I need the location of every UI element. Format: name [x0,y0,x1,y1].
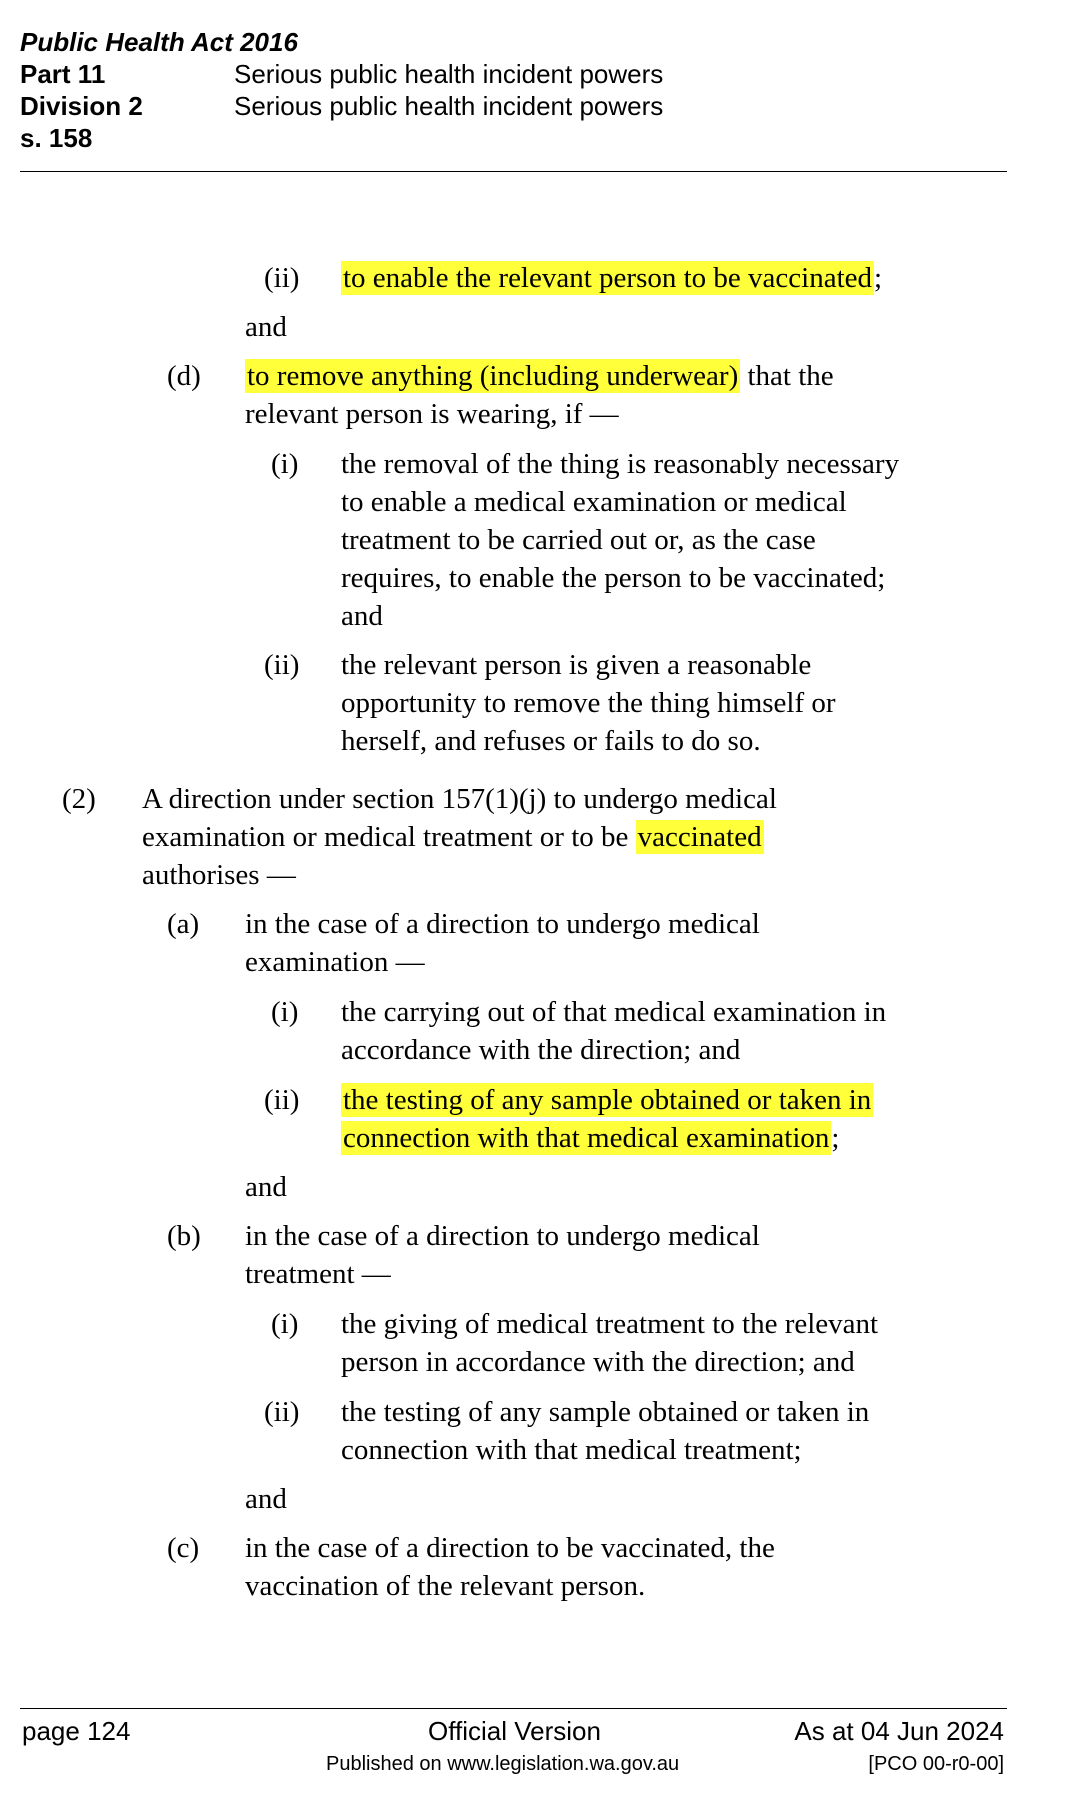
highlight: the testing of any sample obtained or taken in [343,1084,872,1116]
section-label: s. 158 [20,123,93,153]
item-d-i-line: to enable a medical examination or medical [341,486,847,518]
item-d-ii-line: the relevant person is given a reasonable [341,649,812,681]
connector-and: and [245,1171,287,1203]
subsection-2-line: authorises — [142,859,296,891]
item-a-line: in the case of a direction to undergo medical [245,908,760,940]
connector-and: and [245,1483,287,1515]
item-d-ii-line: opportunity to remove the thing himself or [341,687,836,719]
item-d-i-line: and [341,600,383,632]
item-b-number: (b) [167,1220,201,1252]
highlight: vaccinated [637,821,762,853]
item-a-ii-number: (ii) [264,1084,300,1116]
subsection-2-line: A direction under section 157(1)(j) to undergo medical [142,783,777,815]
item-b-i-number: (i) [271,1308,299,1340]
footer-rule [20,1708,1007,1709]
as-at-date: As at 04 Jun 2024 [794,1716,1004,1746]
item-b-line: treatment — [245,1258,391,1290]
item-b-line: in the case of a direction to undergo medical [245,1220,760,1252]
pco-code: [PCO 00-r0-00] [868,1753,1004,1775]
item-d-text-2: relevant person is wearing, if — [245,398,619,430]
division-title: Serious public health incident powers [234,91,664,121]
item-b-ii-line: connection with that medical treatment; [341,1434,802,1466]
act-title: Public Health Act 2016 [20,27,298,57]
item-d-i-line: requires, to enable the person to be vaccinated; [341,562,886,594]
item-a-i-line: the carrying out of that medical examination in [341,996,887,1028]
item-d-i-number: (i) [271,448,299,480]
item-a-i-line: accordance with the direction; and [341,1034,741,1066]
item-a-ii-line: connection with that medical examination; [343,1122,840,1154]
highlight: to remove anything (including underwear) [247,360,739,392]
connector-and: and [245,311,287,343]
item-c-number: (c) [167,1532,200,1564]
item-b-ii-line: the testing of any sample obtained or taken in [341,1396,870,1428]
item-c-ii-number: (ii) [264,262,300,294]
item-c-line: in the case of a direction to be vaccinated, the [245,1532,775,1564]
item-a-line: examination — [245,946,425,978]
item-c-ii-text: to enable the relevant person to be vaccinated; [343,262,883,294]
division-label: Division 2 [20,91,143,121]
item-d-ii-line: herself, and refuses or fails to do so. [341,725,761,757]
item-d-i-line: treatment to be carried out or, as the case [341,524,816,556]
item-a-i-number: (i) [271,996,299,1028]
subsection-2-line: examination or medical treatment or to be vaccinated [142,821,762,853]
highlight: connection with that medical examination [343,1122,830,1154]
item-d-number: (d) [167,360,201,392]
item-b-ii-number: (ii) [264,1396,300,1428]
page-number: page 124 [22,1716,131,1746]
part-title: Serious public health incident powers [234,59,664,89]
highlight: to enable the relevant person to be vaccinated [343,262,873,294]
version-label: Official Version [428,1716,601,1746]
item-b-i-line: the giving of medical treatment to the relevant [341,1308,879,1340]
item-a-ii-line [341,1081,873,1119]
part-label: Part 11 [20,59,106,89]
item-b-i-line: person in accordance with the direction; and [341,1346,855,1378]
item-d-ii-number: (ii) [264,649,300,681]
header-rule [20,171,1007,172]
item-a-number: (a) [167,908,200,940]
published-url: Published on www.legislation.wa.gov.au [326,1753,680,1775]
item-c-line: vaccination of the relevant person. [245,1570,646,1602]
item-d-text: to remove anything (including underwear) that the [247,360,834,392]
item-d-i-line: the removal of the thing is reasonably necessary [341,448,900,480]
subsection-2-number: (2) [62,783,96,815]
